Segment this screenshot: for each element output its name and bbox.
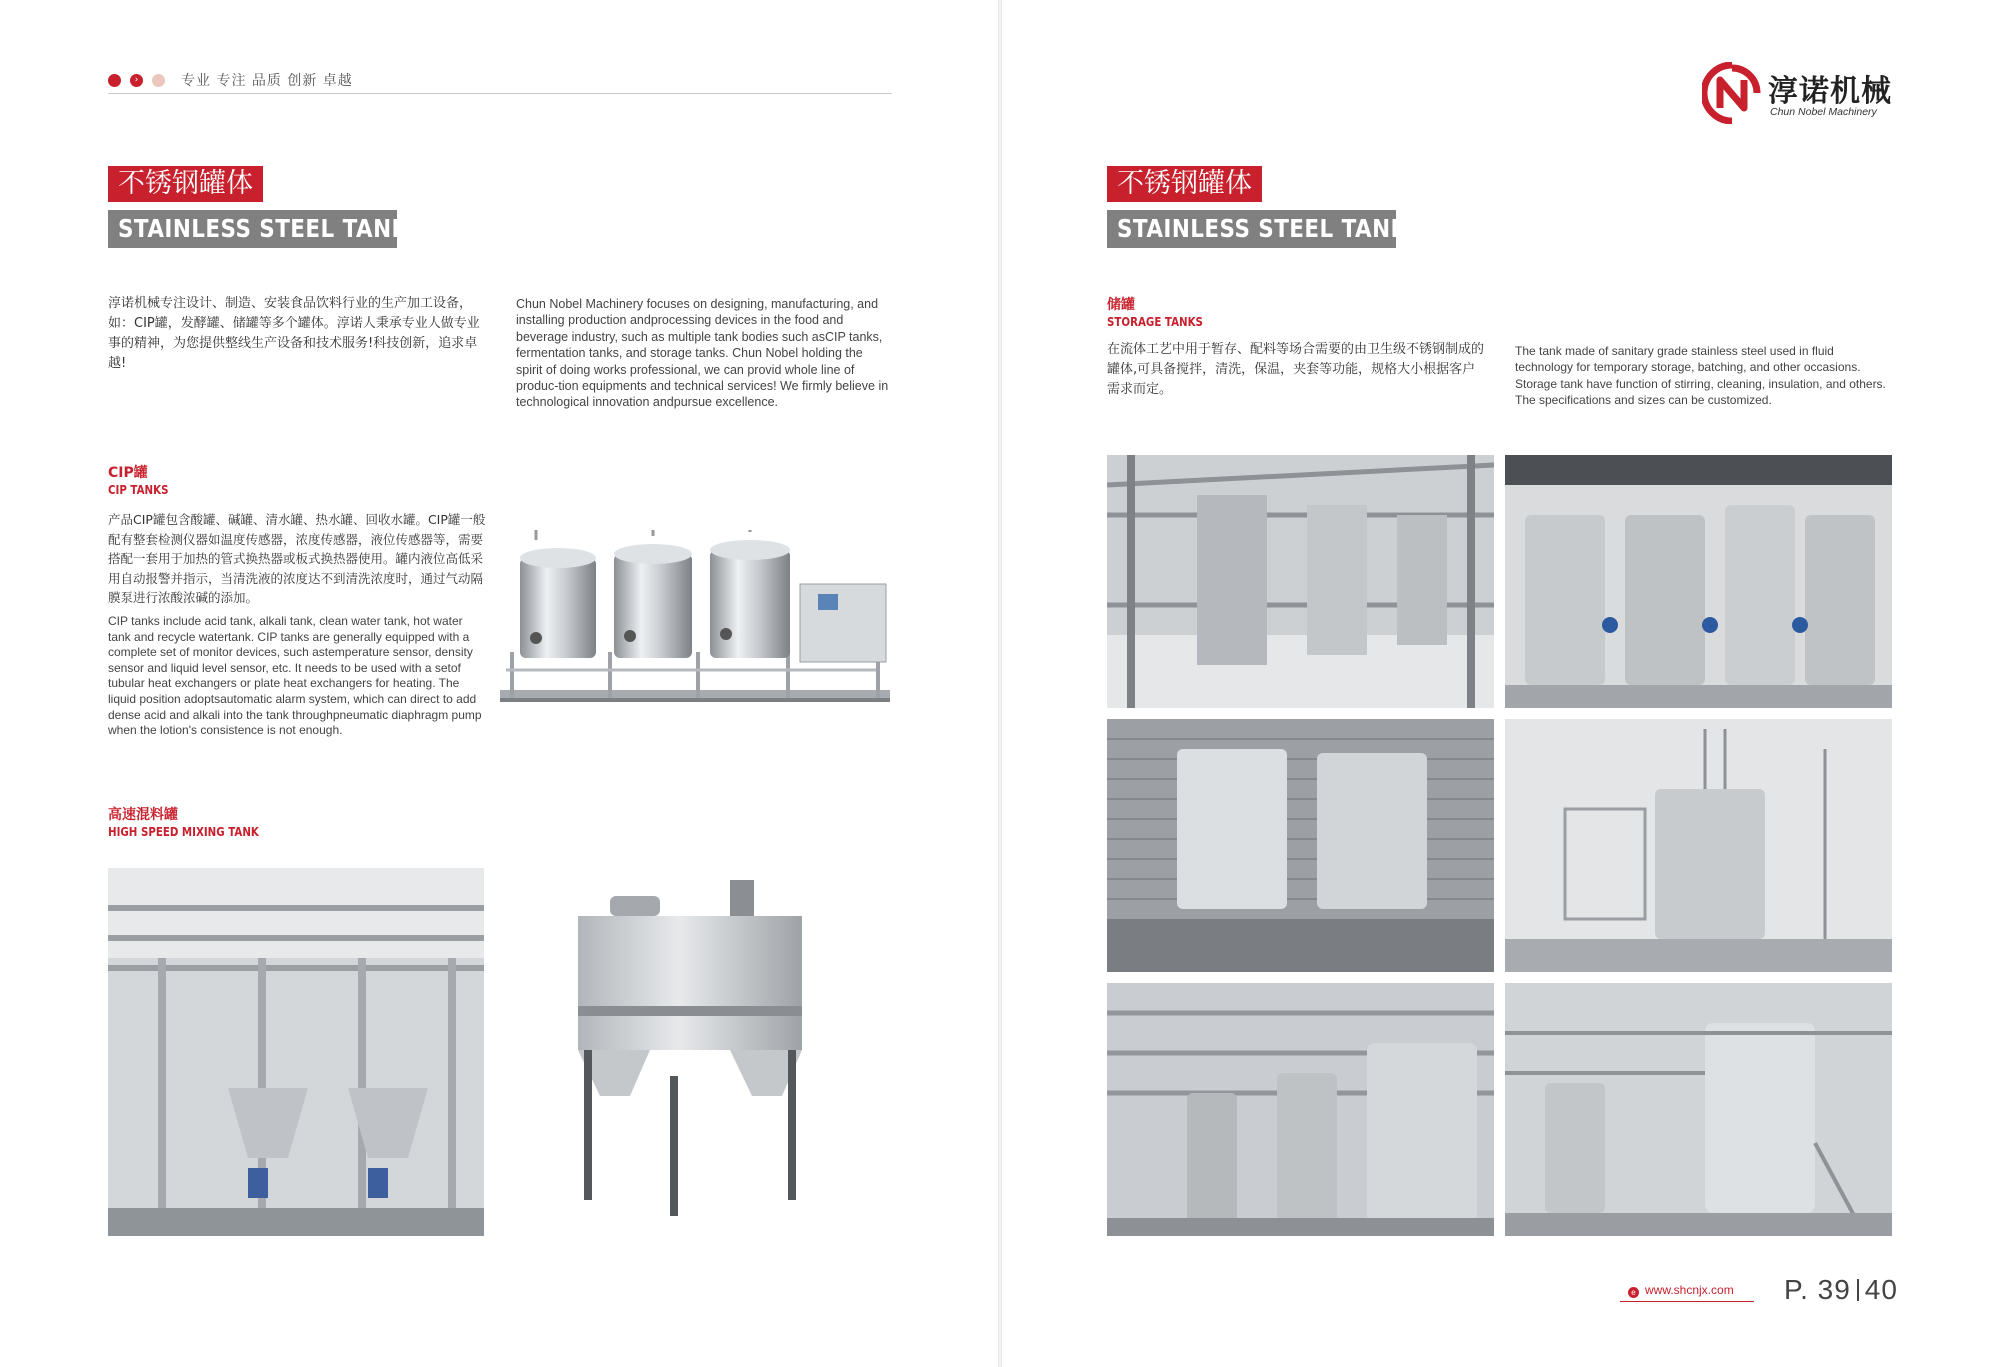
- intro-text-en: Chun Nobel Machinery focuses on designing, manufacturing, and installing production andprocessing devices in the food and beverage industry, such as multiple tank bodies such asCIP tanks, fermentation tanks, and storage tanks. Chun Nobel holding the spirit of doing works professional, we can provid whole line of produc-tion equipments and technical services! We firmly believe in technological innovation andpursue excellence.: [516, 297, 889, 410]
- storage-desc-cn: 在流体工艺中用于暂存、配料等场合需要的由卫生级不锈钢制成的罐体,可具备搅拌，清洗，保温，夹套等功能，规格大小根据客户需求而定。: [1107, 342, 1485, 397]
- web-icon: e: [1628, 1287, 1639, 1298]
- storage-photo-3: [1107, 719, 1494, 972]
- website-text: www.shcnjx.com: [1645, 1283, 1734, 1297]
- mixing-title-cn: 高速混料罐: [108, 807, 178, 823]
- tagline: 专业 专注 品质 创新 卓越: [181, 73, 353, 89]
- storage-desc-en: The tank made of sanitary grade stainless steel used in fluid technology for temporary storage, batching, and other occasions. Storage tank have function of stirring, cleaning, insulation, and others. The specifications and sizes can be customized.: [1515, 344, 1886, 408]
- storage-title-en: STORAGE TANKS: [1107, 314, 1203, 329]
- red-dot-icon: [108, 74, 121, 87]
- section-title-cn: 不锈钢罐体: [108, 166, 263, 202]
- mixing-plant-photo: [108, 868, 484, 1236]
- storage-photo-2: [1505, 455, 1892, 708]
- section-title-en: [108, 210, 409, 248]
- mixing-tank-image: [570, 876, 810, 1216]
- company-logo: [1702, 62, 1894, 128]
- page-label: P.: [1784, 1274, 1809, 1305]
- storage-photo-4: [1505, 719, 1892, 972]
- storage-photo-1: [1107, 455, 1494, 708]
- logo-mark-icon: [1702, 62, 1762, 124]
- right-section-title-cn: 不锈钢罐体: [1107, 166, 1262, 202]
- page-number-divider: [1857, 1279, 1859, 1301]
- right-section-title-en-text: STAINLESS STEEL TANK: [1117, 214, 1408, 243]
- storage-photo-6: [1505, 983, 1892, 1236]
- arrow-dot-icon: ›: [130, 74, 143, 87]
- intro-text-cn: 淳诺机械专注设计、制造、安装食品饮料行业的生产加工设备，如：CIP罐，发酵罐、储罐等多个罐体。淳诺人秉承专业人做专业事的精神，为您提供整线生产设备和技术服务!科技创新，追求卓越!: [108, 296, 480, 371]
- storage-photo-5: [1107, 983, 1494, 1236]
- cip-title-en: CIP TANKS: [108, 482, 169, 497]
- storage-title-cn: 储罐: [1107, 297, 1135, 313]
- tagline-bar: [108, 70, 892, 94]
- right-section-title-en: [1107, 210, 1408, 248]
- cip-desc-en: CIP tanks include acid tank, alkali tank, clean water tank, hot water tank and recycle watertank. CIP tanks are generally equipped with a complete set of monitor devices, such astemperature sensor, density sensor and liquid level sensor, etc. It needs to be used with a setof tubular heat exchangers or plate heat exchangers for heating. The liquid position adoptsautomatic alarm system, which can direct to add dense acid and alkali into the tank throughpneumatic diaphragm pump when the lotion's consistence is not enough.: [108, 614, 482, 738]
- logo-text-en: Chun Nobel Machinery: [1770, 106, 1877, 118]
- left-page: [0, 0, 998, 1367]
- cip-title-cn: CIP罐: [108, 465, 148, 481]
- website-link[interactable]: [1620, 1280, 1754, 1302]
- cip-desc-cn: 产品CIP罐包含酸罐、碱罐、清水罐、热水罐、回收水罐。CIP罐一般配有整套检测仪器如温度传感器，浓度传感器，液位传感器等，需要搭配一套用于加热的管式换热器或板式换热器使用。罐内液位高低采用自动报警并指示，当清洗液的浓度达不到清洗浓度时，通过气动隔膜泵进行浓酸浓碱的添加。: [108, 512, 486, 605]
- page-left-number: 39: [1817, 1274, 1851, 1305]
- logo-text-cn: 淳诺机械: [1768, 74, 1892, 109]
- page-right-number: 40: [1864, 1274, 1898, 1305]
- cip-tanks-image: [496, 530, 892, 728]
- light-dot-icon: [152, 74, 165, 87]
- mixing-title-en: HIGH SPEED MIXING TANK: [108, 824, 259, 839]
- page-number: [1784, 1274, 1898, 1306]
- section-title-en-text: STAINLESS STEEL TANK: [118, 214, 409, 243]
